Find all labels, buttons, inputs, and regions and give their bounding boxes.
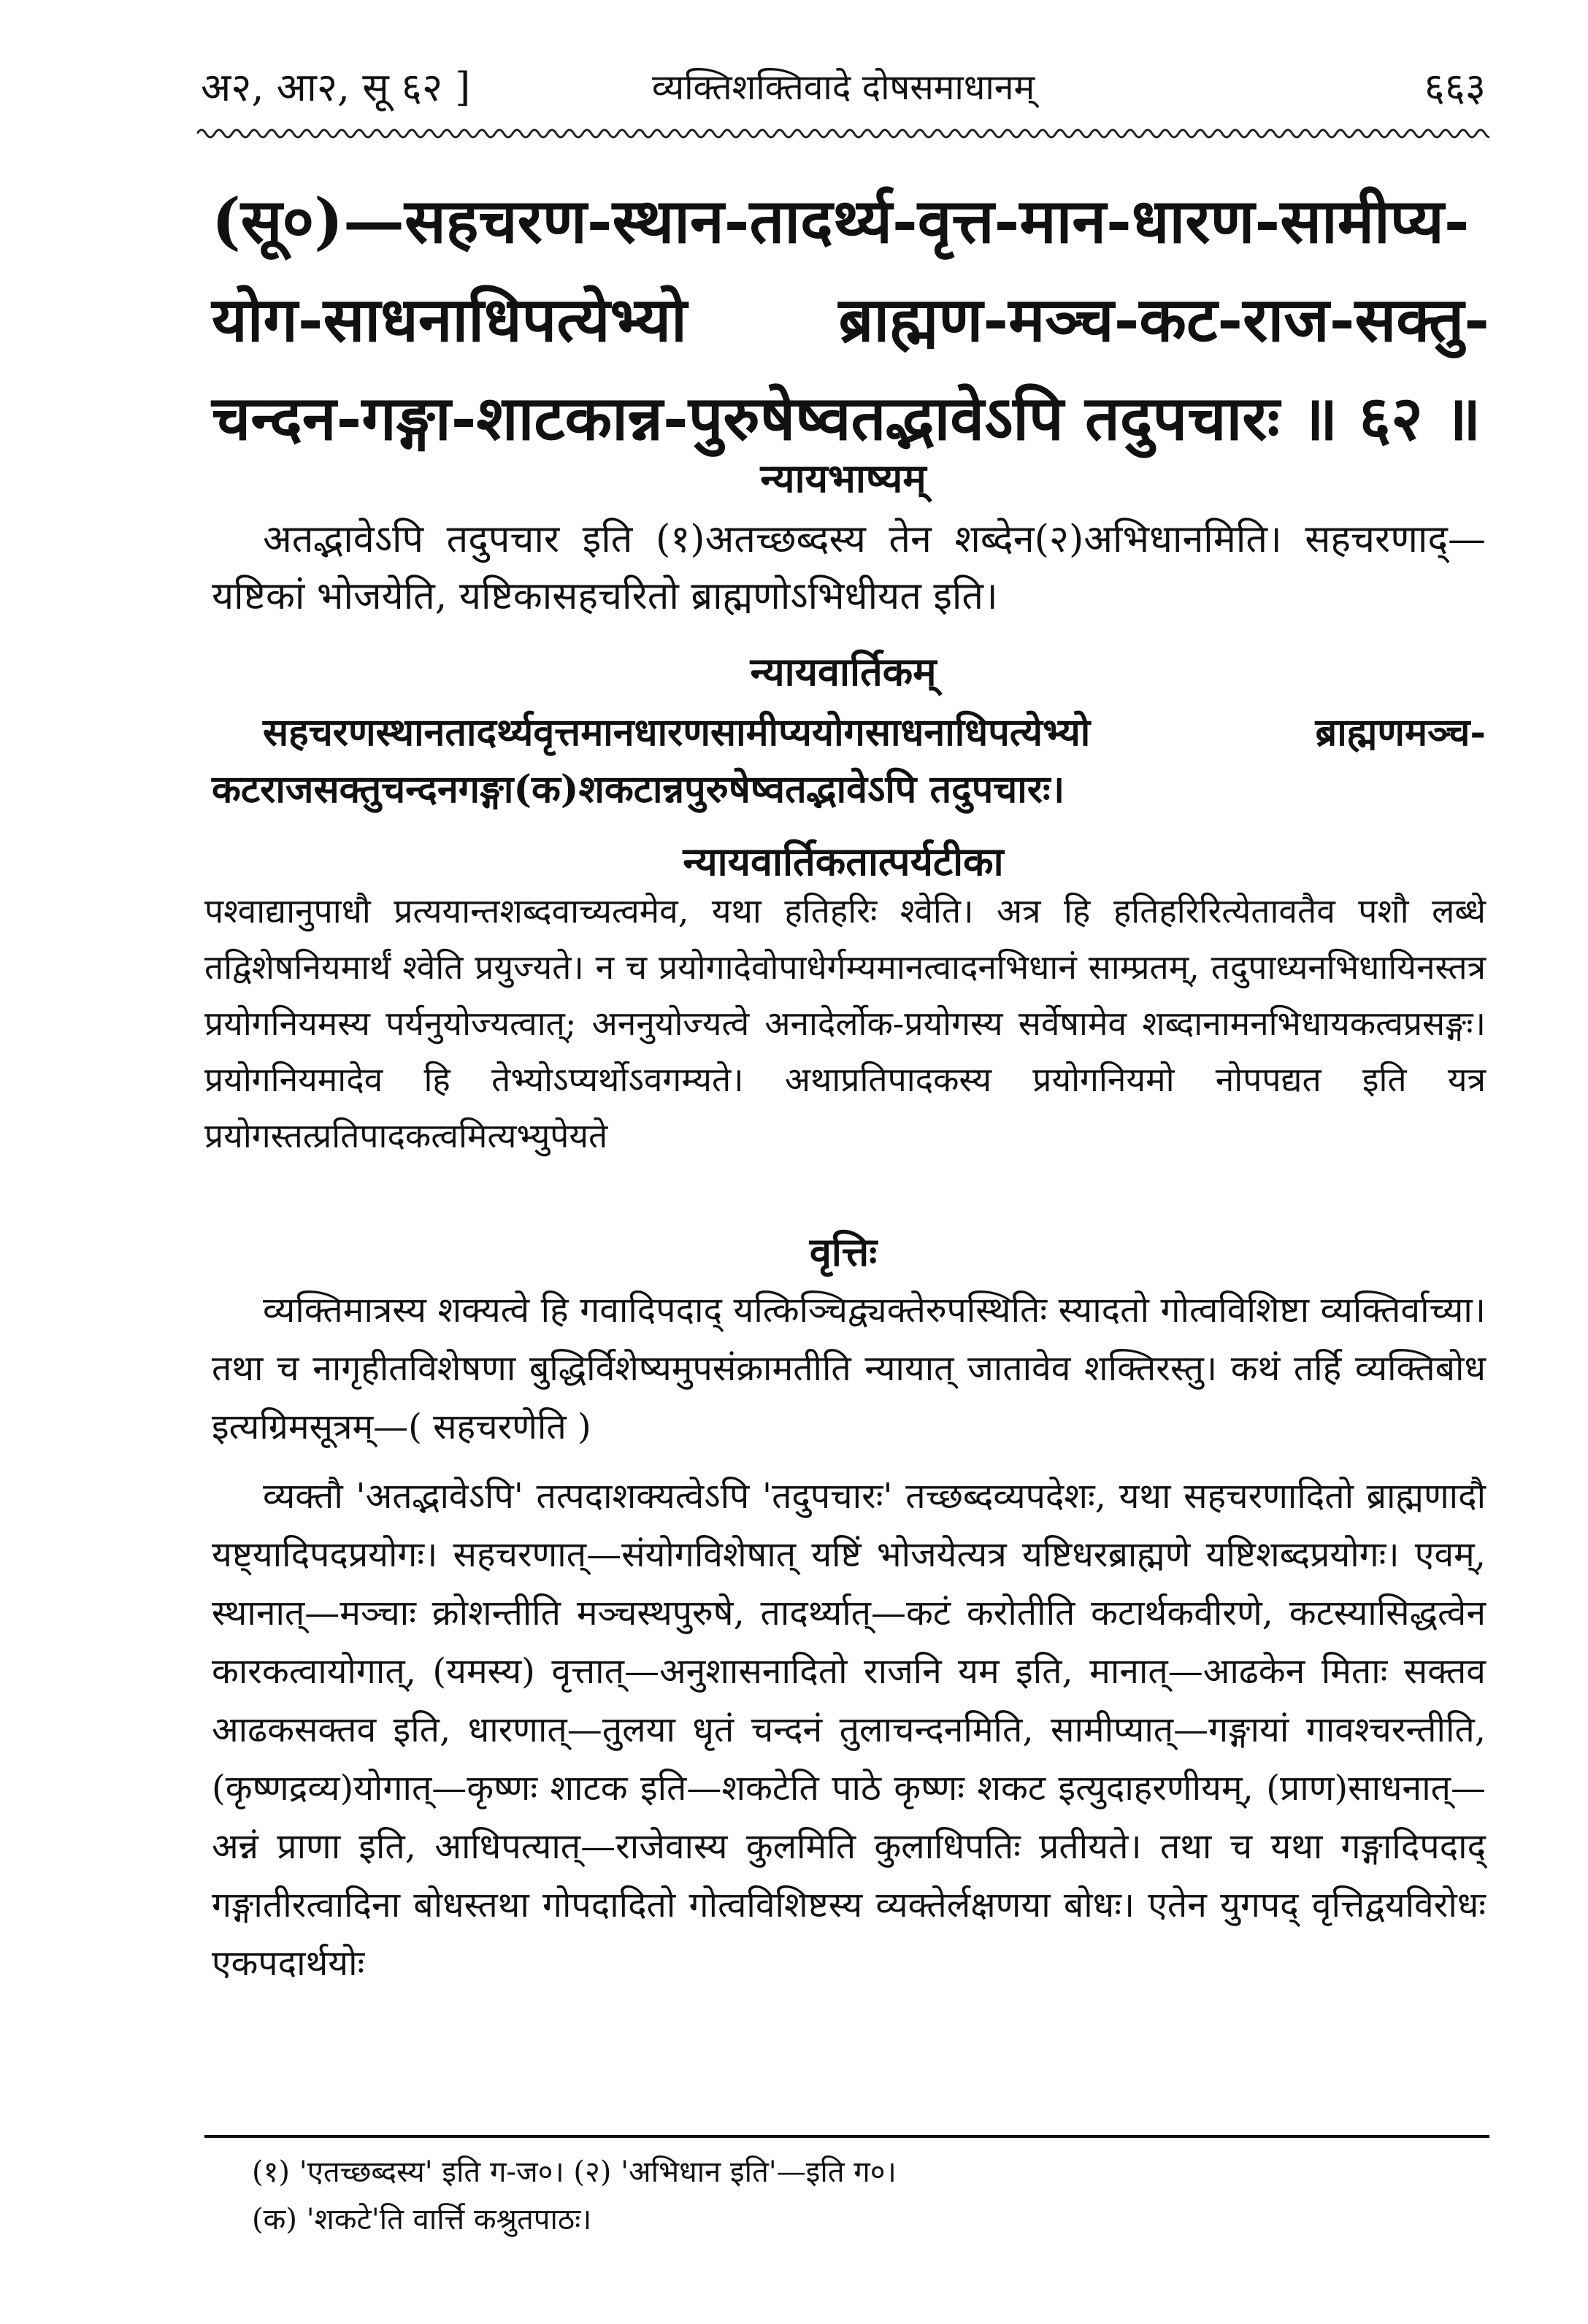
- vartika-heading: न्यायवार्तिकम्: [750, 648, 937, 695]
- bhashya-text: अतद्भावेऽपि तदुपचार इति (१)अतच्छब्दस्य तेन शब्देन(२)अभिधानमिति। सहचरणाद्—यष्टिकां भोजयेति, यष्टिकासहचरितो ब्राह्मणोऽभिधीयत इति।: [212, 517, 1486, 618]
- vartika-text: सहचरणस्थानतादर्थ्यवृत्तमानधारणसामीप्ययोगसाधनाधिपत्येभ्यो ब्राह्मणमञ्च-कटराजसक्तुचन्दनगङ्गा(क)शकटान्नपुरुषेष्वतद्भावेऽपि तदुपचारः।: [212, 710, 1486, 812]
- header-section-reference: अ२, आ२, सू ६२ ]: [201, 64, 471, 110]
- vritti-paragraph-1: व्यक्तिमात्रस्य शक्यत्वे हि गवादिपदाद् यत्किञ्चिद्व्यक्तेरुपस्थितिः स्यादतो गोत्वविशिष्टा व्यक्तिर्वाच्या। तथा च नागृहीतविशेषणा बुद्धिर्विशेष्यमुपसंक्रामतीति न्यायात् जातावेव शक्तिरस्तु। कथं तर्हि व्यक्तिबोध इत्यग्रिमसूत्रम्—( सहचरणेति ): [212, 1290, 1486, 1447]
- tika-text: पश्वाद्यानुपाधौ प्रत्ययान्तशब्दवाच्यत्वमेव, यथा हतिहरिः श्वेति। अत्र हि हतिहरिरित्येतावतैव पशौ लब्धे तद्विशेषनियमार्थं श्वेति प्रयुज्यते। न च प्रयोगादेवोपाधेर्गम्यमानत्वादनभिधानं साम्प्रतम्, तदुपाध्यनभिधायिनस्तत्र प्रयोगनियमस्य पर्यनुयोज्यत्वात्; अननुयोज्यत्वे अनादेर्लोक-प्रयोगस्य सर्वेषामेव शब्दानामनभिधायकत्वप्रसङ्गः। प्रयोगनियमादेव हि तेभ्योऽप्यर्थोऽवगम्यते। अथाप्रतिपादकस्य प्रयोगनियमो नोपपद्यत इति यत्र प्रयोगस्तत्प्रतिपादकत्वमित्यभ्युपेयते: [204, 891, 1486, 1155]
- header-chapter-title: व्यक्तिशक्तिवादे दोषसमाधानम्: [651, 67, 1035, 108]
- page-number: ६६३: [1424, 64, 1486, 110]
- sutra-text: (सू०)—सहचरण-स्थान-तादर्थ्य-वृत्त-मान-धारण-सामीप्य-योग-साधनाधिपत्येभ्यो ब्राह्मण-मञ्च-कट-राज-सक्तु-चन्दन-गङ्गा-शाटकान्न-पुरुषेष्वतद्भावेऽपि तदुपचारः ॥ ६२ ॥: [212, 185, 1489, 454]
- bhashya-heading: न्यायभाष्यम्: [760, 455, 927, 501]
- vritti-paragraph-2: व्यक्तौ 'अतद्भावेऽपि' तत्पदाशक्यत्वेऽपि 'तदुपचारः' तच्छब्दव्यपदेशः, यथा सहचरणादितो ब्राह्मणादौ यष्ट्यादिपदप्रयोगः। सहचरणात्—संयोगविशेषात् यष्टिं भोजयेत्यत्र यष्टिधरब्राह्मणे यष्टिशब्दप्रयोगः। एवम्, स्थानात्—मञ्चाः क्रोशन्तीति मञ्चस्थपुरुषे, तादर्थ्यात्—कटं करोतीति कटार्थकवीरणे, कटस्यासिद्धत्वेन कारकत्वायोगात्, (यमस्य) वृत्तात्—अनुशासनादितो राजनि यम इति, मानात्—आढकेन मिताः सक्तव आढकसक्तव इति, धारणात्—तुलया धृतं चन्दनं तुलाचन्दनमिति, सामीप्यात्—गङ्गायां गावश्चरन्तीति, (कृष्णद्रव्य)योगात्—कृष्णः शाटक इति—शकटेति पाठे कृष्णः शकट इत्युदाहरणीयम्, (प्राण)साधनात्—अन्नं प्राणा इति, आधिपत्यात्—राजेवास्य कुलमिति कुलाधिपतिः प्रतीयते। तथा च यथा गङ्गादिपदाद् गङ्गातीरत्वादिना बोधस्तथा गोपदादितो गोत्वविशिष्टस्य व्यक्तेर्लक्षणया बोधः। एतेन युगपद् वृत्तिद्वयविरोधः एकपदार्थयोः: [212, 1476, 1486, 1984]
- vritti-heading: वृत्तिः: [809, 1228, 878, 1275]
- footnote-line-2: (क) 'शकटे'ति वार्त्ति कश्रुतपाठः।: [252, 2203, 592, 2236]
- tika-heading: न्यायवार्तिकतात्पर्यटीका: [683, 838, 1004, 885]
- header-wavy-rule: [197, 123, 1489, 145]
- footnote-line-1: (१) 'एतच्छब्दस्य' इति ग-ज०। (२) 'अभिधान इति'—इति ग०।: [252, 2155, 897, 2189]
- footnote-rule: [204, 2135, 1489, 2138]
- running-header: [201, 58, 1486, 117]
